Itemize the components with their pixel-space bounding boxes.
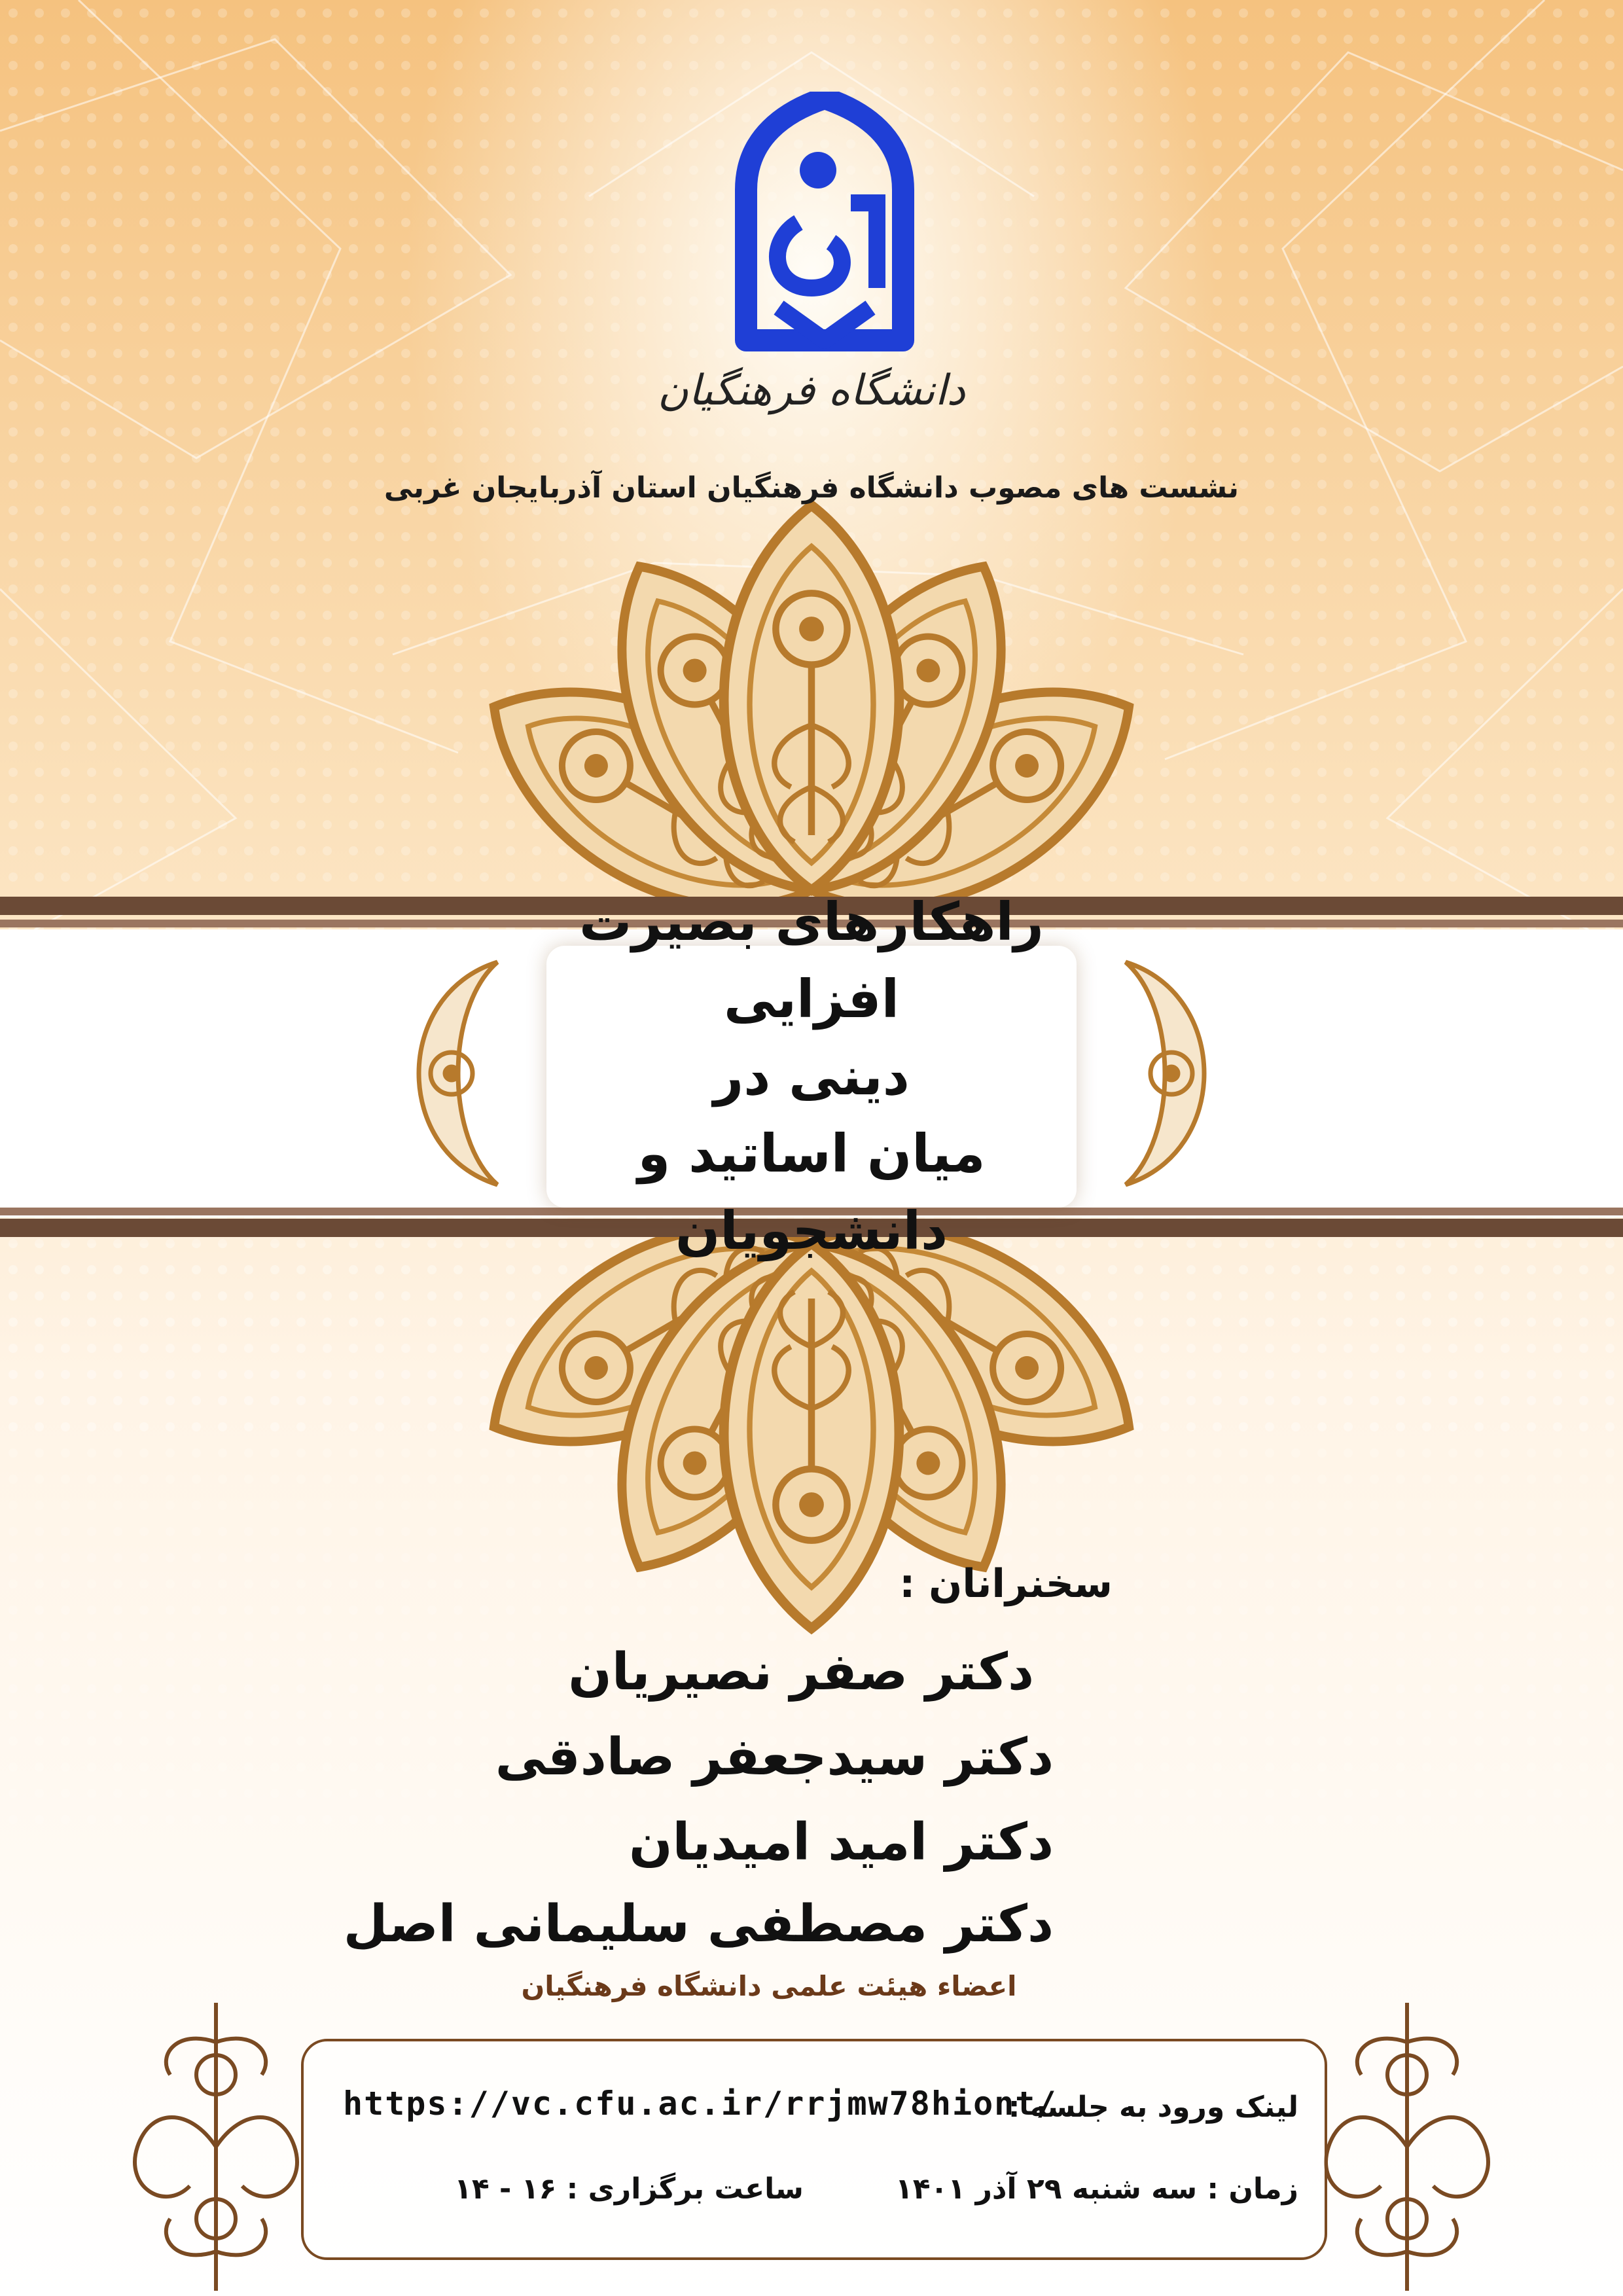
event-series-heading: نشست های مصوب دانشگاه فرهنگیان استان آذربایجان غربی bbox=[383, 471, 1240, 505]
session-title-line-2: دینی در bbox=[713, 1046, 910, 1107]
session-title-line-1: راهکارهای بصیرت افزایی bbox=[579, 891, 1044, 1030]
speaker-name-1: دکتر صفر نصیریان bbox=[568, 1643, 1034, 1702]
speaker-name-3: دکتر امید امیدیان bbox=[628, 1813, 1054, 1872]
speaker-name-4: دکتر مصطفی سلیمانی اصل bbox=[343, 1895, 1054, 1954]
session-info-box bbox=[301, 2039, 1327, 2260]
session-title-line-3: میان اساتید و دانشجویان bbox=[637, 1123, 986, 1261]
session-title-box bbox=[546, 891, 1077, 1261]
speakers-label: سخنرانان : bbox=[899, 1561, 1113, 1607]
farhangian-emblem-icon bbox=[720, 92, 929, 353]
session-link[interactable]: https://vc.cfu.ac.ir/rrjmw78hiont/ bbox=[343, 2085, 1058, 2123]
session-time: ساعت برگزاری : ۱۶ - ۱۴ bbox=[454, 2172, 804, 2206]
speakers-affiliation: اعضاء هیئت علمی دانشگاه فرهنگیان bbox=[521, 1970, 1017, 2002]
speaker-name-2: دکتر سیدجعفر صادقی bbox=[495, 1728, 1054, 1787]
university-logo-caption: دانشگاه فرهنگیان bbox=[657, 367, 966, 415]
session-date: زمان : سه شنبه ۲۹ آذر ۱۴۰۱ bbox=[895, 2172, 1298, 2206]
link-label: لینک ورود به جلسه : bbox=[1008, 2090, 1298, 2124]
university-logo bbox=[720, 92, 929, 353]
